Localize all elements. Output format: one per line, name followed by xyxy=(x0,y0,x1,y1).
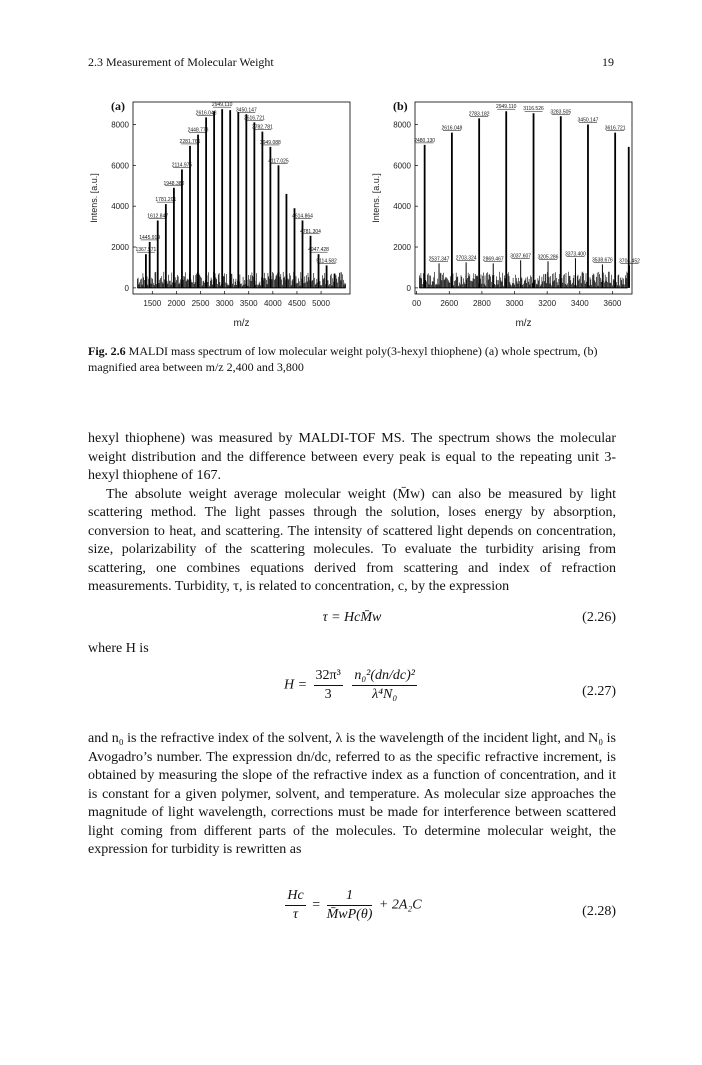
peak-label: 1367.571 xyxy=(135,247,157,254)
peak-label: 1445.919 xyxy=(139,234,161,241)
peak-label: 3116.526 xyxy=(523,106,544,113)
minor-peak-label: 3373.400 xyxy=(565,251,586,258)
y-axis-label: Intens. [a.u.] xyxy=(371,173,381,223)
x-tick-label: 3400 xyxy=(570,299,589,308)
eq-2-28-rhs-frac xyxy=(327,888,373,923)
spectrum-noise xyxy=(419,272,627,288)
x-tick-label: 2000 xyxy=(167,299,186,308)
peak-label: 3283.505 xyxy=(550,109,572,116)
peak-label: 4117.025 xyxy=(268,158,289,165)
equation-2-26 xyxy=(88,610,616,630)
minor-peak-label: 3538.676 xyxy=(591,257,613,264)
peak-label: 2281.761 xyxy=(179,138,201,145)
caption-label: Fig. 2.6 xyxy=(88,344,126,358)
eq-2-28-number: (2.28) xyxy=(582,904,616,919)
peak-label: 1612.847 xyxy=(147,213,169,220)
minor-peak-label: 2537.347 xyxy=(428,256,450,263)
x-tick-label: 2600 xyxy=(440,299,459,308)
minor-peak-label: 2703.324 xyxy=(455,255,477,262)
y-tick-label: 8000 xyxy=(393,120,411,130)
eq-2-28-lhs-den: τ xyxy=(293,907,299,922)
peak-label: 2448.778 xyxy=(187,127,209,134)
y-tick-label: 6000 xyxy=(393,161,411,171)
paragraph-3: and n₀ is the refractive index of the solvent, λ is the wavelength of the incident light, and N₀ is Avogadro’s number. The expression dn/dc, referred to as the specific refractive increment, is obtained by measuring the slope of the refractive index as a function of concentration, and it is constant for a given polymer, solvent, and temperature. As molecular size approaches the magnitude of light wavelength, corrections must be made for interference between scattered light coming from different parts of the molecules. To determine molecular weight, the expression for turbidity is rewritten as xyxy=(88,731,616,857)
caption-text: MALDI mass spectrum of low molecular weight poly(3-hexyl thiophene) (a) whole spectrum, (b) magnified area between m/z 2,400 and 3,800 xyxy=(88,344,598,374)
eq-2-27-lhs: H = xyxy=(283,677,308,693)
eq-2-27-frac-1-den: 3 xyxy=(324,687,332,702)
y-tick-label: 0 xyxy=(406,283,411,293)
minor-peak-label: 3704.452 xyxy=(619,258,640,265)
paragraph-1: hexyl thiophene) was measured by MALDI-TOF MS. The spectrum shows the molecular weight distribution and the difference between every peak is equal to the repeating unit 3-hexyl thiophene of 167. xyxy=(88,431,616,483)
x-tick-label: 3000 xyxy=(505,299,524,308)
spectrum-b-svg xyxy=(360,92,660,332)
eq-2-27-frac-2-den: λ⁴N₀ xyxy=(372,687,398,702)
y-tick-label: 0 xyxy=(124,283,129,293)
peak-label: 3616.721 xyxy=(604,125,626,132)
eq-2-28-lhs-num: Hc xyxy=(285,888,305,906)
peak-label: 3782.781 xyxy=(251,124,273,131)
x-tick-label: 3200 xyxy=(538,299,557,308)
x-tick-label: 00 xyxy=(412,299,422,308)
x-tick-label: 3500 xyxy=(239,299,258,308)
x-tick-label: 4000 xyxy=(263,299,282,308)
panel-letter: (b) xyxy=(393,99,408,113)
eq-2-27-frac-2 xyxy=(352,668,417,703)
eq-2-27-frac-1 xyxy=(314,668,343,703)
peak-label: 2616.048 xyxy=(195,110,217,117)
eq-2-27-number: (2.27) xyxy=(582,684,616,699)
peak-label: 2616.048 xyxy=(441,125,463,132)
x-tick-label: 3600 xyxy=(603,299,622,308)
y-tick-label: 4000 xyxy=(111,202,129,212)
peak-label: 2949.110 xyxy=(495,104,517,111)
x-tick-label: 5000 xyxy=(312,299,330,308)
peak-label: 2114.975 xyxy=(171,162,193,169)
spectrum-noise xyxy=(137,272,345,288)
peak-label: 4614.864 xyxy=(292,213,313,220)
body-text-top xyxy=(88,430,616,597)
eq-2-27-expr xyxy=(88,668,616,703)
spectrum-panel-a xyxy=(78,92,378,332)
y-tick-label: 8000 xyxy=(111,120,129,130)
paragraph-3-block xyxy=(88,730,616,860)
eq-2-28-lhs-frac xyxy=(285,888,305,923)
peak-label: 3949.088 xyxy=(259,139,281,146)
minor-peak-label: 3037.607 xyxy=(510,253,532,260)
paragraph-2: The absolute weight average molecular weight (M̄w) can also be measured by light scattering method. The light passes through the solution, loses energy by absorption, conversion to heat, and scattering. The intensity of scattered light depends on concentration, size, polarizability of the scattering molecules. To evaluate the turbidity arising from scattering, one combines equations derived from scattering and index of refraction measurements. Turbidity, τ, is related to concentration, c, by the expression xyxy=(88,486,616,594)
eq-2-28-equals: = xyxy=(312,897,321,913)
spectrum-a-svg xyxy=(78,92,378,332)
eq-2-28-rhs-den: M̄wP(θ) xyxy=(326,907,373,922)
eq-2-28-expr xyxy=(88,888,616,923)
peak-label: 2949.110 xyxy=(211,102,233,109)
figure-caption xyxy=(88,343,616,375)
x-tick-label: 4500 xyxy=(288,299,306,308)
x-tick-label: 3000 xyxy=(215,299,234,308)
peak-label: 4947.428 xyxy=(308,247,329,254)
peak-label: 3450.147 xyxy=(577,117,599,124)
y-axis-label: Intens. [a.u.] xyxy=(89,173,99,223)
peak-label: 1781.201 xyxy=(155,197,177,204)
running-header xyxy=(88,55,614,71)
x-tick-label: 2800 xyxy=(472,299,491,308)
eq-2-26-expr: τ = HcM̄w xyxy=(322,610,382,625)
section-title: 2.3 Measurement of Molecular Weight xyxy=(88,55,274,69)
equation-2-28 xyxy=(88,888,616,938)
panel-letter: (a) xyxy=(111,99,125,113)
page-number: 19 xyxy=(602,55,614,69)
where-h-text: where H is xyxy=(88,641,149,656)
x-axis-label: m/z xyxy=(515,318,532,329)
x-axis-label: m/z xyxy=(233,318,250,329)
eq-2-28-tail: + 2A₂C xyxy=(378,897,422,913)
minor-peak-label: 3205.286 xyxy=(537,254,559,261)
spectrum-panel-b xyxy=(360,92,660,332)
peak-label: 2480.130 xyxy=(414,137,436,144)
where-h xyxy=(88,640,616,659)
x-tick-label: 2500 xyxy=(191,299,210,308)
equation-2-27 xyxy=(88,668,616,718)
eq-2-27-frac-1-num: 32π³ xyxy=(314,668,343,686)
minor-peak-label: 2869.467 xyxy=(482,256,504,263)
peak-label: 1948.380 xyxy=(163,180,185,187)
peak-label: 3616.721 xyxy=(243,115,265,122)
peak-label: 4781.304 xyxy=(300,228,321,235)
peak-label: 2783.182 xyxy=(468,111,490,118)
y-tick-label: 2000 xyxy=(111,243,129,253)
y-tick-label: 2000 xyxy=(393,243,411,253)
x-tick-label: 1500 xyxy=(143,299,162,308)
eq-2-27-frac-2-num: n₀²(dn/dc)² xyxy=(352,668,417,686)
peak-label: 3450.147 xyxy=(235,107,257,114)
eq-2-26-number: (2.26) xyxy=(582,610,616,625)
y-tick-label: 6000 xyxy=(111,161,129,171)
eq-2-28-rhs-num: 1 xyxy=(327,888,373,906)
y-tick-label: 4000 xyxy=(393,202,411,212)
peak-label: 5114.582 xyxy=(316,258,337,265)
